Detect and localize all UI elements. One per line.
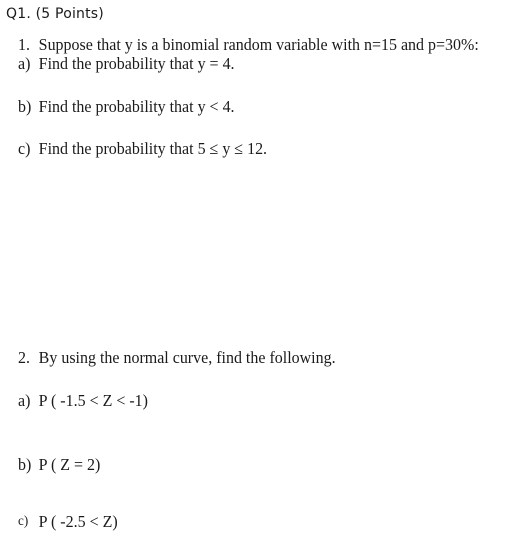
part-text: P ( Z = 2) [38,455,101,474]
part-label: c) [18,514,29,529]
question-2-text: By using the normal curve, find the following. [38,348,336,367]
part-label: a) [18,391,31,410]
part-label: b) [18,97,32,116]
part-label: b) [18,455,32,474]
part-text: P ( -2.5 < Z) [38,512,118,531]
question-1-number: 1. [18,35,30,54]
question-1-text: Suppose that y is a binomial random variable with n=15 and p=30%: [38,35,479,54]
part-label: a) [18,54,31,73]
question-2-number: 2. [18,348,30,367]
part-text: P ( -1.5 < Z < -1) [38,391,148,410]
part-text: Find the probability that y = 4. [38,54,235,73]
part-text: Find the probability that 5 ≤ y ≤ 12. [38,139,268,158]
question-header: Q1. (5 Points) [6,6,104,22]
part-label: c) [18,139,31,158]
part-text: Find the probability that y < 4. [38,97,235,116]
